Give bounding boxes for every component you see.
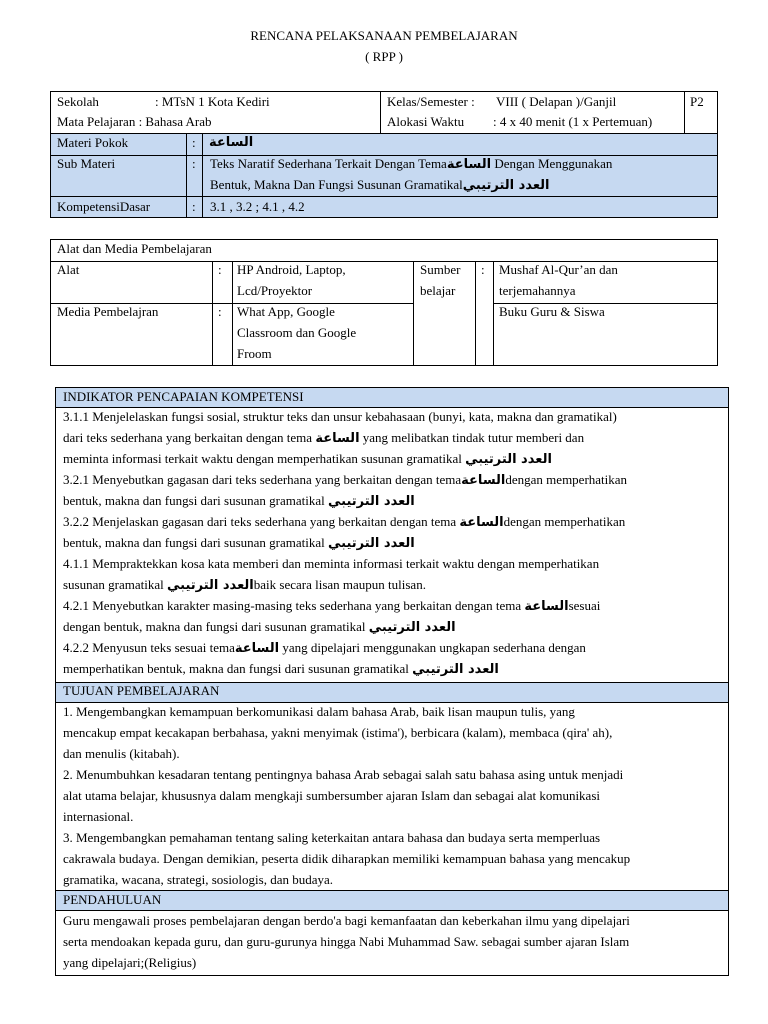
indikator-line: dengan bentuk, makna dan fungsi dari susunan gramatikal العدد الترتيبي [63,619,456,635]
page-code: P2 [690,94,704,109]
tujuan-line: dan menulis (kitabah). [63,746,180,761]
materi-label: Materi Pokok [57,135,129,150]
indikator-line: 4.1.1 Mempraktekkan kosa kata memberi dan meminta informasi terkait waktu dengan memperhatikan [63,556,600,571]
media-colon: : [218,304,222,319]
materi-colon: : [192,135,196,150]
kd-value: 3.1 , 3.2 ; 4.1 , 4.2 [210,199,305,214]
pendahuluan-line: serta mendoakan kepada guru, dan guru-gurunya hingga Nabi Muhammad Saw. sebagai sumber ajaran Islam [63,934,630,949]
document-subtitle: ( RPP ) [365,49,403,64]
sumber-label-1: Sumber [420,262,461,277]
alat-colon: : [218,262,222,277]
media-header: Alat dan Media Pembelajaran [57,241,212,256]
indikator-line: susunan gramatikal العدد الترتيبيbaik secara lisan maupun tulisan. [63,577,426,593]
tujuan-line: mencakup empat kecakapan berbahasa, yakni menyimak (istima'), berbicara (kalam), membaca (qira' ah), [63,725,613,740]
tujuan-line: cakrawala budaya. Dengan demikian, peserta didik diharapkan memiliki kemampuan bahasa yang mencakup [63,851,631,866]
kelas-value: VIII ( Delapan )/Ganjil [496,94,617,109]
content-table [55,387,729,976]
media-table [50,239,718,366]
submateri-line2: Bentuk, Makna Dan Fungsi Susunan Gramatikalالعدد الترتيبي [210,177,550,193]
kd-label: KompetensiDasar [57,199,151,214]
indikator-line: bentuk, makna dan fungsi dari susunan gramatikal العدد الترتيبي [63,493,415,509]
media-label: Media Pembelajran [57,304,159,319]
identity-table [50,91,718,218]
indikator-line: 3.1.1 Menjelelaskan fungsi sosial, struktur teks dan unsur kebahasaan (bunyi, kata, makna dan gramatikal) [63,409,617,424]
sumber-value-2: terjemahannya [499,283,576,298]
indikator-line: 3.2.2 Menjelaskan gagasan dari teks sederhana yang berkaitan dengan tema الساعةdengan memperhatikan [63,514,626,530]
tujuan-line: alat utama belajar, khususnya dalam mengkaji sumbersumber ajaran Islam dan sebagai alat komunikasi [63,788,600,803]
sumber-colon: : [481,262,485,277]
kelas-label: Kelas/Semester : [387,94,475,109]
tujuan-line: internasional. [63,809,134,824]
alat-value-2: Lcd/Proyektor [237,283,313,298]
pendahuluan-line: Guru mengawali proses pembelajaran dengan berdo'a bagi kemanfaatan dan keberkahan ilmu yang dipelajari [63,913,630,928]
indikator-line: memperhatikan bentuk, makna dan fungsi dari susunan gramatikal العدد الترتيبي [63,661,499,677]
submateri-colon: : [192,156,196,171]
document-title: RENCANA PELAKSANAAN PEMBELAJARAN [250,28,518,43]
kd-colon: : [192,199,196,214]
alokasi-label: Alokasi Waktu [387,114,465,129]
media-value-2: Classroom dan Google [237,325,357,340]
indikator-line: 4.2.2 Menyusun teks sesuai temaالساعة yang dipelajari menggunakan ungkapan sederhana dengan [63,640,586,656]
submateri-line1: Teks Naratif Sederhana Terkait Dengan Temaالساعة Dengan Menggunakan [210,156,613,172]
tujuan-header: TUJUAN PEMBELAJARAN [63,683,220,698]
tujuan-line: 3. Mengembangkan pemahaman tentang saling keterkaitan antara bahasa dan budaya serta memperluas [63,830,601,845]
submateri-label: Sub Materi [57,156,116,171]
tujuan-line: 1. Mengembangkan kemampuan berkomunikasi dalam bahasa Arab, baik lisan maupun tulis, yang [63,704,575,719]
sumber-value-3: Buku Guru & Siswa [499,304,605,319]
media-value-3: Froom [237,346,272,361]
sekolah-label: Sekolah [57,94,99,109]
media-value-1: What App, Google [237,304,335,319]
tujuan-line: 2. Menumbuhkan kesadaran tentang pentingnya bahasa Arab sebagai salah satu bahasa asing untuk menjadi [63,767,624,782]
sumber-label-2: belajar [420,283,456,298]
pendahuluan-header: PENDAHULUAN [63,892,162,907]
indikator-line: 3.2.1 Menyebutkan gagasan dari teks sederhana yang berkaitan dengan temaالساعةdengan memperhatikan [63,472,628,488]
alat-label: Alat [57,262,80,277]
indikator-line: meminta informasi terkait waktu dengan memperhatikan susunan gramatikal العدد الترتيبي [63,451,552,467]
mapel-text: Mata Pelajaran : Bahasa Arab [57,114,212,129]
sekolah-value: : MTsN 1 Kota Kediri [155,94,270,109]
tujuan-line: gramatika, wacana, strategi, sosiologis, dan budaya. [63,872,334,887]
materi-value: الساعة [209,135,254,150]
indikator-header: INDIKATOR PENCAPAIAN KOMPETENSI [63,389,304,404]
indikator-line: 4.2.1 Menyebutkan karakter masing-masing teks sederhana yang berkaitan dengan tema الساعةsesuai [63,598,601,614]
indikator-line: dari teks sederhana yang berkaitan dengan tema الساعة yang melibatkan tindak tutur memberi dan [63,430,585,446]
alokasi-value: : 4 x 40 menit (1 x Pertemuan) [493,114,653,129]
sumber-value-1: Mushaf Al-Qur’an dan [499,262,618,277]
pendahuluan-line: yang dipelajari;(Religius) [63,955,197,970]
indikator-line: bentuk, makna dan fungsi dari susunan gramatikal العدد الترتيبي [63,535,415,551]
alat-value-1: HP Android, Laptop, [237,262,346,277]
